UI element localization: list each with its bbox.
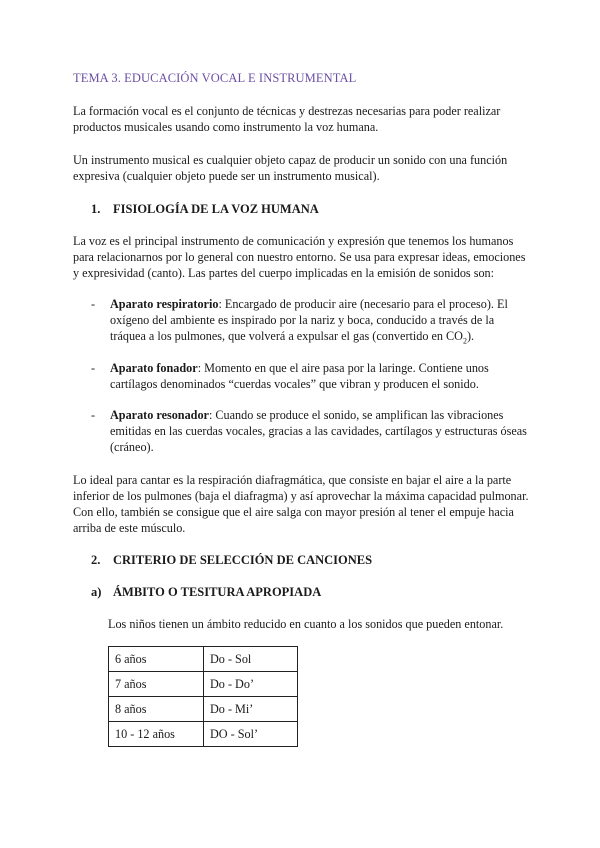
intro-p2-line1: Un instrumento musical es cualquier objeto capaz de producir un sonido con una función [73, 153, 508, 167]
section-2-title: CRITERIO DE SELECCIÓN DE CANCIONES [113, 553, 373, 567]
table-row [109, 647, 298, 672]
table-row [109, 722, 298, 747]
bullet-dash: - [91, 361, 96, 375]
range-cell: Do - Mi’ [204, 697, 298, 722]
bullet-line1: : Cuando se produce el sonido, se amplifican las vibraciones [208, 408, 504, 422]
age-cell: 7 años [109, 672, 204, 697]
intro-paragraph-1 [73, 103, 533, 135]
bullet-line1: : Encargado de producir aire (necesario para el proceso). El [218, 297, 508, 311]
intro-p1-line2: productos musicales usando como instrumento la voz humana. [73, 120, 379, 134]
bullet-fonador [91, 360, 531, 392]
range-cell: DO - Sol’ [204, 722, 298, 747]
range-cell: Do - Do’ [204, 672, 298, 697]
bullet-text [110, 360, 531, 392]
table-row [109, 672, 298, 697]
subsection-a-heading [91, 584, 321, 600]
bullet-dash: - [91, 408, 96, 422]
closing-line4: arriba de este músculo. [73, 521, 186, 535]
intro-p1-line1: La formación vocal es el conjunto de técnicas y destrezas necesarias para poder realizar [73, 104, 501, 118]
bullet-line2: emitidas en las cuerdas vocales, gracias a las cavidades, cartílagos y estructuras óseas [110, 424, 527, 438]
bullet-term: Aparato fonador [110, 361, 198, 375]
closing-line3: Con ello, también se consigue que el aire salga con mayor presión al tener el empuje hacia [73, 505, 514, 519]
bullet-term: Aparato respiratorio [110, 297, 219, 311]
age-cell: 10 - 12 años [109, 722, 204, 747]
bullet-line2: oxígeno del ambiente es inspirado por la nariz y boca, conducido a través de la [110, 313, 495, 327]
range-cell: Do - Sol [204, 647, 298, 672]
bullet-line1: : Momento en que el aire pasa por la laringe. Contiene unos [197, 361, 489, 375]
page-title: TEMA 3. EDUCACIÓN VOCAL E INSTRUMENTAL [73, 71, 357, 85]
subsection-a-title: ÁMBITO O TESITURA APROPIADA [113, 585, 322, 599]
bullet-line2: cartílagos denominados “cuerdas vocales” que vibran y producen el sonido. [110, 377, 479, 391]
bullet-text [110, 296, 531, 344]
subsection-a-paragraph: Los niños tienen un ámbito reducido en cuanto a los sonidos que pueden entonar. [108, 617, 504, 631]
intro-p2-line2: expresiva (cualquier objeto puede ser un instrumento musical). [73, 169, 380, 183]
vocal-range-table [108, 646, 298, 747]
bullet-resonador [91, 407, 531, 455]
bullet-term: Aparato resonador [110, 408, 209, 422]
intro-paragraph-2 [73, 152, 533, 184]
s1-para-line2: para relacionarnos por lo general con nuestro entorno. Se usa para expresar ideas, emociones [73, 250, 526, 264]
age-cell: 6 años [109, 647, 204, 672]
section-1-heading [91, 201, 319, 217]
age-cell: 8 años [109, 697, 204, 722]
subscript-2: 2 [463, 336, 467, 346]
subsection-a-number: a) [91, 585, 102, 599]
s1-para-line3: y expresividad (canto). Las partes del cuerpo implicadas en la emisión de sonidos son: [73, 266, 495, 280]
closing-line1: Lo ideal para cantar es la respiración diafragmática, que consiste en bajar el aire a la parte [73, 473, 512, 487]
closing-paragraph [73, 472, 533, 536]
section-1-paragraph [73, 233, 533, 281]
bullet-text [110, 407, 531, 455]
bullet-dash: - [91, 297, 96, 311]
section-2-number: 2. [91, 553, 101, 567]
bullet-line3: (cráneo). [110, 440, 154, 454]
bullet-end: ). [467, 329, 475, 343]
bullet-respiratorio [91, 296, 531, 344]
section-1-title: FISIOLOGÍA DE LA VOZ HUMANA [113, 202, 319, 216]
section-1-number: 1. [91, 202, 101, 216]
s1-para-line1: La voz es el principal instrumento de comunicación y expresión que tenemos los humanos [73, 234, 514, 248]
table-row [109, 697, 298, 722]
section-2-heading [91, 552, 372, 568]
closing-line2: inferior de los pulmones (baja el diafragma) y así aprovechar la máxima capacidad pulmonar. [73, 489, 529, 503]
bullet-line3: tráquea a los pulmones, que volverá a expulsar el gas (convertido en CO [110, 329, 463, 343]
